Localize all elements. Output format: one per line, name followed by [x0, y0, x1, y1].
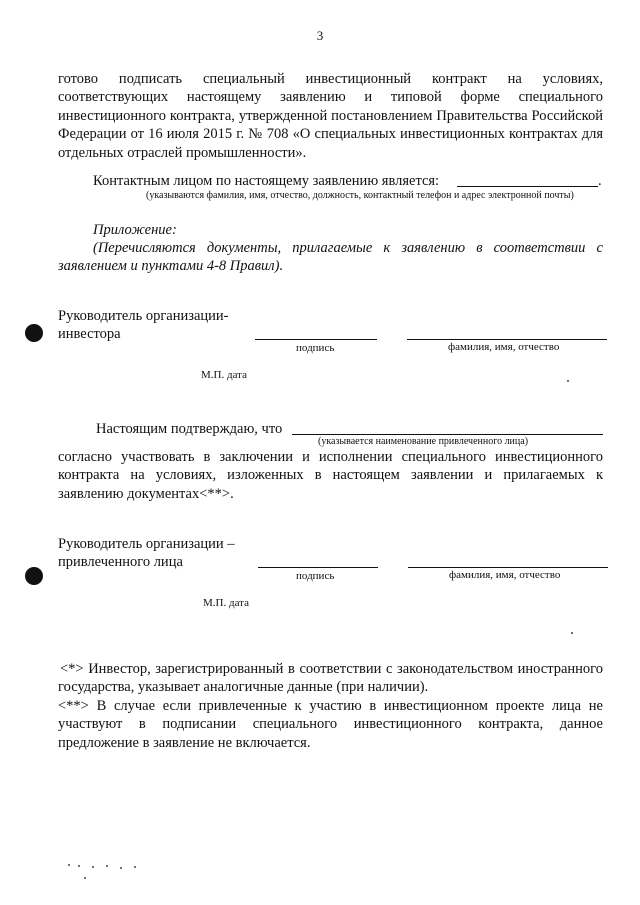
scan-speck	[68, 864, 70, 866]
attracted-name-line[interactable]	[408, 567, 608, 568]
investor-signature-caption: подпись	[296, 342, 335, 354]
scan-speck	[120, 867, 122, 869]
investor-head-label-line1: Руководитель организации-	[58, 308, 229, 324]
attracted-name-caption: фамилия, имя, отчество	[449, 569, 561, 581]
contact-label: Контактным лицом по настоящему заявлению является:	[93, 173, 440, 189]
investor-stamp-date: М.П. дата	[201, 369, 247, 381]
attracted-signature-caption: подпись	[296, 570, 335, 582]
scan-speck	[92, 866, 94, 868]
attachment-title: Приложение:	[93, 222, 177, 238]
investor-head-label-line2: инвестора	[58, 326, 121, 342]
attracted-signature-line[interactable]	[258, 567, 378, 568]
investor-name-line[interactable]	[407, 339, 607, 340]
scan-speck	[106, 865, 108, 867]
scan-speck	[134, 866, 136, 868]
punch-hole-mark	[25, 324, 43, 342]
attachment-text: (Перечисляются документы, прилагаемые к заявлению в соответствии с заявлением и пунктами 4-8 Правил).	[58, 240, 603, 275]
page-number: 3	[316, 28, 324, 43]
confirmation-caption: (указывается наименование привлеченного лица)	[318, 436, 529, 447]
investor-signature-line[interactable]	[255, 339, 377, 340]
attracted-head-label-line2: привлеченного лица	[58, 554, 183, 570]
attracted-head-label-line1: Руководитель организации –	[58, 536, 235, 552]
confirmation-text: согласно участвовать в заключении и исполнении специального инвестиционного контракта на условиях, изложенных в настоящем заявлении и прилагаемых к заявлению документах<**>.	[58, 449, 603, 502]
scan-speck	[84, 877, 86, 879]
punch-hole-mark	[25, 567, 43, 585]
scan-speck	[78, 865, 80, 867]
confirmation-lead: Настоящим подтверждаю, что	[96, 421, 283, 437]
attracted-entity-name-line[interactable]	[292, 434, 603, 435]
contact-field-line[interactable]	[457, 186, 598, 187]
investor-name-caption: фамилия, имя, отчество	[448, 341, 560, 353]
footnote-2: <**> В случае если привлеченные к участию в инвестиционном проекте лица не участвуют в подписании специального инвестиционного контракта, данное предложение в заявление не включается.	[58, 698, 603, 751]
scan-speck	[567, 380, 569, 382]
attracted-stamp-date: М.П. дата	[203, 597, 249, 609]
contact-caption: (указываются фамилия, имя, отчество, должность, контактный телефон и адрес электронной почты)	[146, 190, 574, 201]
intro-paragraph: готово подписать специальный инвестиционный контракт на условиях, соответствующих настоящему заявлению и типовой форме специального инвестиционного контракта, утвержденной постановлением Правительства Российской Федерации от 16 июля 2015 г. № 708 «О специальных инвестиционных контрактах для отдельных отраслей промышленности».	[58, 71, 603, 161]
contact-trailing-dot: .	[598, 173, 602, 189]
scan-speck	[571, 632, 573, 634]
footnote-1: <*> Инвестор, зарегистрированный в соответствии с законодательством иностранного государства, указывает аналогичные данные (при наличии).	[58, 661, 603, 696]
